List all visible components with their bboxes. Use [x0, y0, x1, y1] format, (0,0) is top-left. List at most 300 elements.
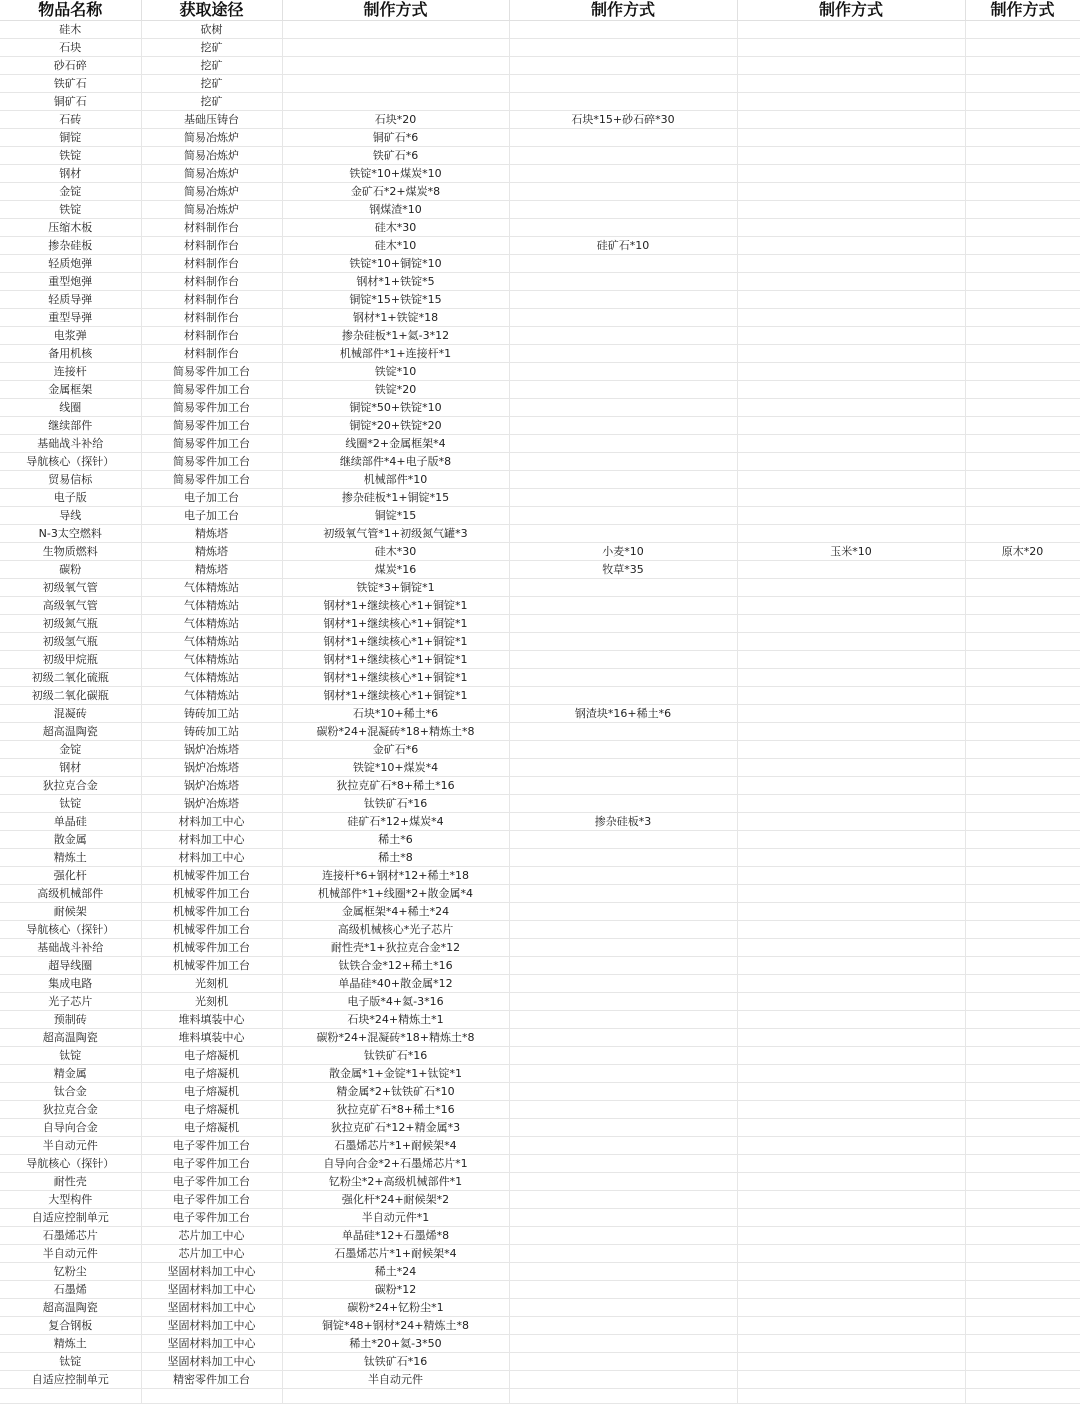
- cell-recipe-2[interactable]: [509, 795, 737, 813]
- cell-recipe-3[interactable]: [737, 939, 965, 957]
- cell-source[interactable]: 电子加工台: [141, 507, 282, 525]
- cell-source[interactable]: 基础压铸台: [141, 111, 282, 129]
- cell-recipe-2[interactable]: [509, 669, 737, 687]
- cell-recipe-4[interactable]: [965, 849, 1080, 867]
- cell-recipe-2[interactable]: 掺杂硅板*3: [509, 813, 737, 831]
- cell-item-name[interactable]: 铜矿石: [0, 93, 141, 111]
- cell-source[interactable]: 材料制作台: [141, 309, 282, 327]
- cell-recipe-3[interactable]: [737, 1083, 965, 1101]
- cell-recipe-2[interactable]: [509, 309, 737, 327]
- cell-recipe-2[interactable]: [509, 1335, 737, 1353]
- cell-recipe-3[interactable]: [737, 435, 965, 453]
- cell-item-name[interactable]: 砂石碎: [0, 57, 141, 75]
- cell-item-name[interactable]: 光子芯片: [0, 993, 141, 1011]
- cell-recipe-4[interactable]: [965, 1119, 1080, 1137]
- cell-item-name[interactable]: 狄拉克合金: [0, 1101, 141, 1119]
- cell-recipe-4[interactable]: [965, 363, 1080, 381]
- cell-recipe-3[interactable]: [737, 345, 965, 363]
- cell-source[interactable]: 材料加工中心: [141, 813, 282, 831]
- cell-recipe-4[interactable]: [965, 1155, 1080, 1173]
- cell-source[interactable]: 挖矿: [141, 93, 282, 111]
- cell-item-name[interactable]: 石墨烯芯片: [0, 1227, 141, 1245]
- cell-recipe-4[interactable]: [965, 255, 1080, 273]
- cell-item-name[interactable]: 电子版: [0, 489, 141, 507]
- cell-recipe-4[interactable]: [965, 453, 1080, 471]
- cell-recipe-4[interactable]: [965, 435, 1080, 453]
- cell-recipe-2[interactable]: [509, 381, 737, 399]
- cell-item-name[interactable]: 大型构件: [0, 1191, 141, 1209]
- cell-item-name[interactable]: 生物质燃料: [0, 543, 141, 561]
- cell-recipe-2[interactable]: [509, 921, 737, 939]
- cell-recipe-3[interactable]: [737, 831, 965, 849]
- cell-source[interactable]: 机械零件加工台: [141, 921, 282, 939]
- cell-source[interactable]: 简易零件加工台: [141, 417, 282, 435]
- cell-recipe-1[interactable]: 钛铁矿石*16: [282, 1353, 509, 1371]
- cell-recipe-3[interactable]: [737, 1047, 965, 1065]
- cell-recipe-4[interactable]: [965, 1101, 1080, 1119]
- cell-recipe-2[interactable]: 石块*15+砂石碎*30: [509, 111, 737, 129]
- cell-recipe-3[interactable]: [737, 183, 965, 201]
- cell-item-name[interactable]: 强化杆: [0, 867, 141, 885]
- cell-recipe-2[interactable]: [509, 399, 737, 417]
- cell-recipe-2[interactable]: [509, 993, 737, 1011]
- cell-recipe-3[interactable]: [737, 201, 965, 219]
- cell-recipe-3[interactable]: [737, 525, 965, 543]
- cell-recipe-3[interactable]: [737, 741, 965, 759]
- cell-recipe-1[interactable]: 钛铁合金*12+稀土*16: [282, 957, 509, 975]
- cell-recipe-1[interactable]: 狄拉克矿石*12+精金属*3: [282, 1119, 509, 1137]
- cell-recipe-1[interactable]: 碳粉*24+混凝砖*18+精炼土*8: [282, 723, 509, 741]
- cell-source[interactable]: 气体精炼站: [141, 597, 282, 615]
- cell-source[interactable]: 坚固材料加工中心: [141, 1317, 282, 1335]
- cell-recipe-4[interactable]: [965, 939, 1080, 957]
- cell-recipe-3[interactable]: [737, 669, 965, 687]
- cell-source[interactable]: 简易冶炼炉: [141, 183, 282, 201]
- cell-recipe-3[interactable]: [737, 1299, 965, 1317]
- cell-recipe-4[interactable]: [965, 309, 1080, 327]
- cell-recipe-2[interactable]: [509, 453, 737, 471]
- cell-item-name[interactable]: 耐候架: [0, 903, 141, 921]
- cell-recipe-1[interactable]: 石墨烯芯片*1+耐候架*4: [282, 1245, 509, 1263]
- cell-recipe-1[interactable]: 铁锭*10+煤炭*4: [282, 759, 509, 777]
- cell-recipe-4[interactable]: [965, 327, 1080, 345]
- cell-recipe-3[interactable]: [737, 1191, 965, 1209]
- cell-recipe-1[interactable]: 稀土*8: [282, 849, 509, 867]
- cell-recipe-4[interactable]: [965, 1173, 1080, 1191]
- cell-recipe-3[interactable]: [737, 579, 965, 597]
- cell-recipe-3[interactable]: [737, 1209, 965, 1227]
- cell-recipe-3[interactable]: [737, 93, 965, 111]
- cell-recipe-1[interactable]: 铜矿石*6: [282, 129, 509, 147]
- cell-item-name[interactable]: 金属框架: [0, 381, 141, 399]
- cell-source[interactable]: 精炼塔: [141, 525, 282, 543]
- cell-source[interactable]: 简易冶炼炉: [141, 147, 282, 165]
- cell-source[interactable]: 简易零件加工台: [141, 381, 282, 399]
- cell-item-name[interactable]: 混凝砖: [0, 705, 141, 723]
- cell-recipe-1[interactable]: 钢材*1+继续核心*1+铜锭*1: [282, 597, 509, 615]
- cell-recipe-3[interactable]: [737, 1281, 965, 1299]
- header-recipe-2[interactable]: 制作方式: [509, 0, 737, 21]
- cell-recipe-2[interactable]: [509, 165, 737, 183]
- cell-recipe-3[interactable]: [737, 39, 965, 57]
- cell-recipe-1[interactable]: 钢煤渣*10: [282, 201, 509, 219]
- cell-recipe-4[interactable]: [965, 1083, 1080, 1101]
- cell-item-name[interactable]: 半自动元件: [0, 1137, 141, 1155]
- cell-item-name[interactable]: 铁锭: [0, 147, 141, 165]
- cell-source[interactable]: 机械零件加工台: [141, 867, 282, 885]
- cell-source[interactable]: 材料制作台: [141, 291, 282, 309]
- cell-item-name[interactable]: 电浆弹: [0, 327, 141, 345]
- cell-recipe-2[interactable]: [509, 723, 737, 741]
- cell-item-name[interactable]: 连接杆: [0, 363, 141, 381]
- cell-recipe-1[interactable]: 铁锭*20: [282, 381, 509, 399]
- cell-item-name[interactable]: 精炼土: [0, 1335, 141, 1353]
- cell-recipe-2[interactable]: [509, 129, 737, 147]
- cell-source[interactable]: 电子零件加工台: [141, 1209, 282, 1227]
- cell-recipe-3[interactable]: [737, 705, 965, 723]
- cell-item-name[interactable]: 钢材: [0, 165, 141, 183]
- cell-item-name[interactable]: 自适应控制单元: [0, 1209, 141, 1227]
- cell-recipe-2[interactable]: [509, 741, 737, 759]
- cell-recipe-4[interactable]: [965, 381, 1080, 399]
- cell-source[interactable]: 材料制作台: [141, 273, 282, 291]
- cell-recipe-3[interactable]: [737, 1263, 965, 1281]
- header-item-name[interactable]: 物品名称: [0, 0, 141, 21]
- cell-recipe-4[interactable]: [965, 219, 1080, 237]
- cell-source[interactable]: 芯片加工中心: [141, 1227, 282, 1245]
- cell-recipe-4[interactable]: [965, 1371, 1080, 1389]
- cell-item-name[interactable]: 精金属: [0, 1065, 141, 1083]
- cell-source[interactable]: 坚固材料加工中心: [141, 1299, 282, 1317]
- cell-recipe-1[interactable]: 初级氧气管*1+初级氮气罐*3: [282, 525, 509, 543]
- cell-recipe-4[interactable]: [965, 885, 1080, 903]
- cell-recipe-3[interactable]: [737, 219, 965, 237]
- cell-recipe-4[interactable]: [965, 705, 1080, 723]
- cell-recipe-3[interactable]: [737, 363, 965, 381]
- cell-item-name[interactable]: 散金属: [0, 831, 141, 849]
- cell-recipe-4[interactable]: [965, 615, 1080, 633]
- cell-source[interactable]: 简易零件加工台: [141, 453, 282, 471]
- cell-recipe-2[interactable]: [509, 1209, 737, 1227]
- cell-recipe-1[interactable]: 钢材*1+继续核心*1+铜锭*1: [282, 687, 509, 705]
- cell-item-name[interactable]: N-3太空燃料: [0, 525, 141, 543]
- cell-recipe-1[interactable]: 铜锭*20+铁锭*20: [282, 417, 509, 435]
- cell-recipe-4[interactable]: [965, 957, 1080, 975]
- cell-recipe-2[interactable]: [509, 633, 737, 651]
- cell-item-name[interactable]: 单晶硅: [0, 813, 141, 831]
- cell-recipe-4[interactable]: [965, 1011, 1080, 1029]
- empty-cell[interactable]: [141, 1389, 282, 1404]
- cell-recipe-3[interactable]: [737, 1137, 965, 1155]
- cell-recipe-3[interactable]: [737, 1173, 965, 1191]
- cell-recipe-3[interactable]: [737, 1011, 965, 1029]
- cell-recipe-1[interactable]: 高级机械核心*光子芯片: [282, 921, 509, 939]
- cell-recipe-2[interactable]: [509, 1173, 737, 1191]
- cell-recipe-3[interactable]: [737, 1317, 965, 1335]
- cell-source[interactable]: 气体精炼站: [141, 633, 282, 651]
- cell-recipe-2[interactable]: [509, 147, 737, 165]
- cell-recipe-2[interactable]: [509, 1227, 737, 1245]
- header-recipe-1[interactable]: 制作方式: [282, 0, 509, 21]
- cell-recipe-4[interactable]: [965, 813, 1080, 831]
- cell-recipe-1[interactable]: 金属框架*4+稀土*24: [282, 903, 509, 921]
- cell-recipe-4[interactable]: [965, 561, 1080, 579]
- cell-recipe-2[interactable]: [509, 687, 737, 705]
- cell-recipe-1[interactable]: 铜锭*15: [282, 507, 509, 525]
- cell-source[interactable]: 材料加工中心: [141, 849, 282, 867]
- cell-source[interactable]: 坚固材料加工中心: [141, 1353, 282, 1371]
- empty-cell[interactable]: [0, 1389, 141, 1404]
- cell-recipe-3[interactable]: [737, 327, 965, 345]
- cell-recipe-2[interactable]: [509, 255, 737, 273]
- cell-recipe-1[interactable]: 石块*24+精炼土*1: [282, 1011, 509, 1029]
- cell-source[interactable]: 锅炉冶炼塔: [141, 795, 282, 813]
- cell-item-name[interactable]: 钛锭: [0, 795, 141, 813]
- cell-recipe-4[interactable]: [965, 129, 1080, 147]
- cell-recipe-4[interactable]: [965, 93, 1080, 111]
- cell-recipe-4[interactable]: [965, 1263, 1080, 1281]
- cell-recipe-3[interactable]: [737, 1335, 965, 1353]
- cell-item-name[interactable]: 集成电路: [0, 975, 141, 993]
- cell-recipe-3[interactable]: [737, 255, 965, 273]
- cell-source[interactable]: 电子熔凝机: [141, 1083, 282, 1101]
- cell-item-name[interactable]: 重型导弹: [0, 309, 141, 327]
- cell-recipe-1[interactable]: 狄拉克矿石*8+稀土*16: [282, 777, 509, 795]
- cell-recipe-3[interactable]: [737, 1353, 965, 1371]
- cell-source[interactable]: 铸砖加工站: [141, 723, 282, 741]
- cell-item-name[interactable]: 铜锭: [0, 129, 141, 147]
- cell-source[interactable]: 机械零件加工台: [141, 903, 282, 921]
- cell-source[interactable]: 精炼塔: [141, 543, 282, 561]
- cell-recipe-2[interactable]: [509, 651, 737, 669]
- cell-recipe-2[interactable]: [509, 1245, 737, 1263]
- cell-item-name[interactable]: 金锭: [0, 741, 141, 759]
- cell-recipe-4[interactable]: [965, 237, 1080, 255]
- cell-recipe-4[interactable]: [965, 399, 1080, 417]
- cell-recipe-1[interactable]: 钢材*1+继续核心*1+铜锭*1: [282, 633, 509, 651]
- cell-recipe-3[interactable]: [737, 291, 965, 309]
- cell-item-name[interactable]: 初级氢气瓶: [0, 633, 141, 651]
- cell-recipe-4[interactable]: [965, 21, 1080, 39]
- cell-source[interactable]: 气体精炼站: [141, 651, 282, 669]
- cell-item-name[interactable]: 初级二氧化碳瓶: [0, 687, 141, 705]
- cell-recipe-1[interactable]: 精金属*2+钛铁矿石*10: [282, 1083, 509, 1101]
- cell-recipe-2[interactable]: [509, 579, 737, 597]
- cell-recipe-4[interactable]: [965, 1029, 1080, 1047]
- cell-recipe-3[interactable]: [737, 615, 965, 633]
- cell-recipe-1[interactable]: 金矿石*6: [282, 741, 509, 759]
- cell-recipe-4[interactable]: [965, 165, 1080, 183]
- cell-recipe-2[interactable]: [509, 903, 737, 921]
- cell-recipe-3[interactable]: [737, 1101, 965, 1119]
- cell-recipe-4[interactable]: [965, 597, 1080, 615]
- cell-recipe-2[interactable]: 硅矿石*10: [509, 237, 737, 255]
- cell-recipe-3[interactable]: [737, 21, 965, 39]
- cell-source[interactable]: 挖矿: [141, 39, 282, 57]
- cell-recipe-4[interactable]: [965, 1047, 1080, 1065]
- cell-recipe-3[interactable]: [737, 885, 965, 903]
- cell-source[interactable]: 简易冶炼炉: [141, 201, 282, 219]
- cell-recipe-4[interactable]: [965, 1281, 1080, 1299]
- cell-recipe-2[interactable]: [509, 1065, 737, 1083]
- cell-source[interactable]: 电子熔凝机: [141, 1101, 282, 1119]
- cell-recipe-2[interactable]: [509, 1299, 737, 1317]
- cell-recipe-2[interactable]: [509, 849, 737, 867]
- cell-item-name[interactable]: 超导线圈: [0, 957, 141, 975]
- cell-recipe-1[interactable]: 连接杆*6+钢材*12+稀土*18: [282, 867, 509, 885]
- cell-recipe-4[interactable]: [965, 1065, 1080, 1083]
- cell-source[interactable]: 挖矿: [141, 75, 282, 93]
- cell-recipe-2[interactable]: [509, 75, 737, 93]
- cell-recipe-2[interactable]: [509, 327, 737, 345]
- cell-recipe-2[interactable]: [509, 1011, 737, 1029]
- cell-item-name[interactable]: 精炼土: [0, 849, 141, 867]
- cell-recipe-1[interactable]: 钢材*1+铁锭*5: [282, 273, 509, 291]
- cell-recipe-1[interactable]: 铁锭*10+煤炭*10: [282, 165, 509, 183]
- cell-item-name[interactable]: 导线: [0, 507, 141, 525]
- cell-source[interactable]: 材料制作台: [141, 345, 282, 363]
- cell-recipe-2[interactable]: [509, 273, 737, 291]
- cell-source[interactable]: 砍树: [141, 21, 282, 39]
- cell-recipe-4[interactable]: [965, 1209, 1080, 1227]
- cell-recipe-4[interactable]: 原木*20: [965, 543, 1080, 561]
- cell-item-name[interactable]: 初级二氧化硫瓶: [0, 669, 141, 687]
- cell-recipe-3[interactable]: [737, 759, 965, 777]
- cell-recipe-1[interactable]: 石块*20: [282, 111, 509, 129]
- cell-recipe-3[interactable]: [737, 723, 965, 741]
- cell-recipe-2[interactable]: [509, 219, 737, 237]
- cell-recipe-3[interactable]: [737, 129, 965, 147]
- cell-recipe-4[interactable]: [965, 39, 1080, 57]
- cell-recipe-4[interactable]: [965, 795, 1080, 813]
- cell-source[interactable]: 芯片加工中心: [141, 1245, 282, 1263]
- cell-recipe-2[interactable]: [509, 1137, 737, 1155]
- cell-source[interactable]: 简易零件加工台: [141, 435, 282, 453]
- cell-item-name[interactable]: 基础战斗补给: [0, 435, 141, 453]
- cell-source[interactable]: 气体精炼站: [141, 615, 282, 633]
- cell-item-name[interactable]: 导航核心（探针）: [0, 453, 141, 471]
- cell-recipe-1[interactable]: [282, 21, 509, 39]
- cell-source[interactable]: 简易冶炼炉: [141, 165, 282, 183]
- cell-recipe-2[interactable]: [509, 1119, 737, 1137]
- cell-recipe-3[interactable]: [737, 795, 965, 813]
- cell-item-name[interactable]: 石砖: [0, 111, 141, 129]
- cell-source[interactable]: 简易零件加工台: [141, 363, 282, 381]
- cell-recipe-1[interactable]: [282, 39, 509, 57]
- cell-recipe-1[interactable]: 线圈*2+金属框架*4: [282, 435, 509, 453]
- cell-recipe-2[interactable]: [509, 525, 737, 543]
- cell-recipe-2[interactable]: [509, 1281, 737, 1299]
- cell-item-name[interactable]: 超高温陶瓷: [0, 723, 141, 741]
- cell-recipe-2[interactable]: [509, 975, 737, 993]
- cell-recipe-2[interactable]: [509, 939, 737, 957]
- cell-recipe-2[interactable]: [509, 1263, 737, 1281]
- cell-recipe-4[interactable]: [965, 903, 1080, 921]
- cell-recipe-2[interactable]: [509, 885, 737, 903]
- cell-recipe-1[interactable]: 铜锭*50+铁锭*10: [282, 399, 509, 417]
- cell-recipe-3[interactable]: [737, 1029, 965, 1047]
- cell-recipe-3[interactable]: [737, 921, 965, 939]
- cell-recipe-4[interactable]: [965, 993, 1080, 1011]
- cell-recipe-2[interactable]: 钢渣块*16+稀土*6: [509, 705, 737, 723]
- cell-recipe-1[interactable]: 钢材*1+继续核心*1+铜锭*1: [282, 615, 509, 633]
- cell-recipe-4[interactable]: [965, 111, 1080, 129]
- cell-recipe-2[interactable]: [509, 957, 737, 975]
- cell-source[interactable]: 简易零件加工台: [141, 399, 282, 417]
- cell-item-name[interactable]: 备用机核: [0, 345, 141, 363]
- cell-recipe-4[interactable]: [965, 687, 1080, 705]
- header-recipe-4[interactable]: 制作方式: [965, 0, 1080, 21]
- cell-recipe-1[interactable]: 半自动元件*1: [282, 1209, 509, 1227]
- cell-recipe-4[interactable]: [965, 867, 1080, 885]
- cell-recipe-4[interactable]: [965, 57, 1080, 75]
- cell-item-name[interactable]: 轻质炮弹: [0, 255, 141, 273]
- cell-item-name[interactable]: 初级氧气管: [0, 579, 141, 597]
- cell-recipe-1[interactable]: 钢材*1+继续核心*1+铜锭*1: [282, 651, 509, 669]
- cell-recipe-4[interactable]: [965, 777, 1080, 795]
- cell-source[interactable]: 电子零件加工台: [141, 1173, 282, 1191]
- cell-recipe-3[interactable]: [737, 1227, 965, 1245]
- cell-recipe-3[interactable]: [737, 273, 965, 291]
- cell-item-name[interactable]: 超高温陶瓷: [0, 1029, 141, 1047]
- cell-recipe-4[interactable]: [965, 489, 1080, 507]
- cell-recipe-2[interactable]: 牧草*35: [509, 561, 737, 579]
- cell-recipe-3[interactable]: [737, 399, 965, 417]
- cell-recipe-4[interactable]: [965, 471, 1080, 489]
- cell-recipe-1[interactable]: 铁矿石*6: [282, 147, 509, 165]
- cell-item-name[interactable]: 超高温陶瓷: [0, 1299, 141, 1317]
- cell-source[interactable]: 坚固材料加工中心: [141, 1263, 282, 1281]
- cell-source[interactable]: 材料制作台: [141, 219, 282, 237]
- cell-recipe-4[interactable]: [965, 201, 1080, 219]
- cell-recipe-2[interactable]: [509, 39, 737, 57]
- cell-recipe-1[interactable]: 铁锭*10: [282, 363, 509, 381]
- cell-recipe-1[interactable]: 铜锭*15+铁锭*15: [282, 291, 509, 309]
- cell-recipe-1[interactable]: 继续部件*4+电子版*8: [282, 453, 509, 471]
- cell-recipe-3[interactable]: [737, 561, 965, 579]
- cell-recipe-2[interactable]: [509, 1191, 737, 1209]
- cell-item-name[interactable]: 掺杂硅板: [0, 237, 141, 255]
- cell-recipe-2[interactable]: 小麦*10: [509, 543, 737, 561]
- cell-recipe-1[interactable]: 机械部件*1+线圈*2+散金属*4: [282, 885, 509, 903]
- cell-recipe-1[interactable]: [282, 75, 509, 93]
- cell-source[interactable]: 材料制作台: [141, 327, 282, 345]
- cell-recipe-2[interactable]: [509, 57, 737, 75]
- cell-recipe-3[interactable]: 玉米*10: [737, 543, 965, 561]
- cell-recipe-4[interactable]: [965, 345, 1080, 363]
- cell-recipe-1[interactable]: 金矿石*2+煤炭*8: [282, 183, 509, 201]
- cell-recipe-2[interactable]: [509, 21, 737, 39]
- cell-recipe-1[interactable]: [282, 57, 509, 75]
- cell-recipe-1[interactable]: 单晶硅*12+石墨烯*8: [282, 1227, 509, 1245]
- cell-recipe-4[interactable]: [965, 273, 1080, 291]
- cell-recipe-4[interactable]: [965, 507, 1080, 525]
- cell-recipe-2[interactable]: [509, 831, 737, 849]
- cell-item-name[interactable]: 钢材: [0, 759, 141, 777]
- cell-recipe-1[interactable]: 钢材*1+继续核心*1+铜锭*1: [282, 669, 509, 687]
- cell-recipe-1[interactable]: 石块*10+稀土*6: [282, 705, 509, 723]
- cell-recipe-2[interactable]: [509, 471, 737, 489]
- cell-item-name[interactable]: 轻质导弹: [0, 291, 141, 309]
- cell-recipe-2[interactable]: [509, 201, 737, 219]
- cell-recipe-3[interactable]: [737, 237, 965, 255]
- cell-source[interactable]: 锅炉冶炼塔: [141, 759, 282, 777]
- cell-recipe-1[interactable]: 铁锭*10+铜锭*10: [282, 255, 509, 273]
- cell-recipe-2[interactable]: [509, 93, 737, 111]
- cell-item-name[interactable]: 基础战斗补给: [0, 939, 141, 957]
- cell-recipe-3[interactable]: [737, 867, 965, 885]
- cell-recipe-2[interactable]: [509, 1029, 737, 1047]
